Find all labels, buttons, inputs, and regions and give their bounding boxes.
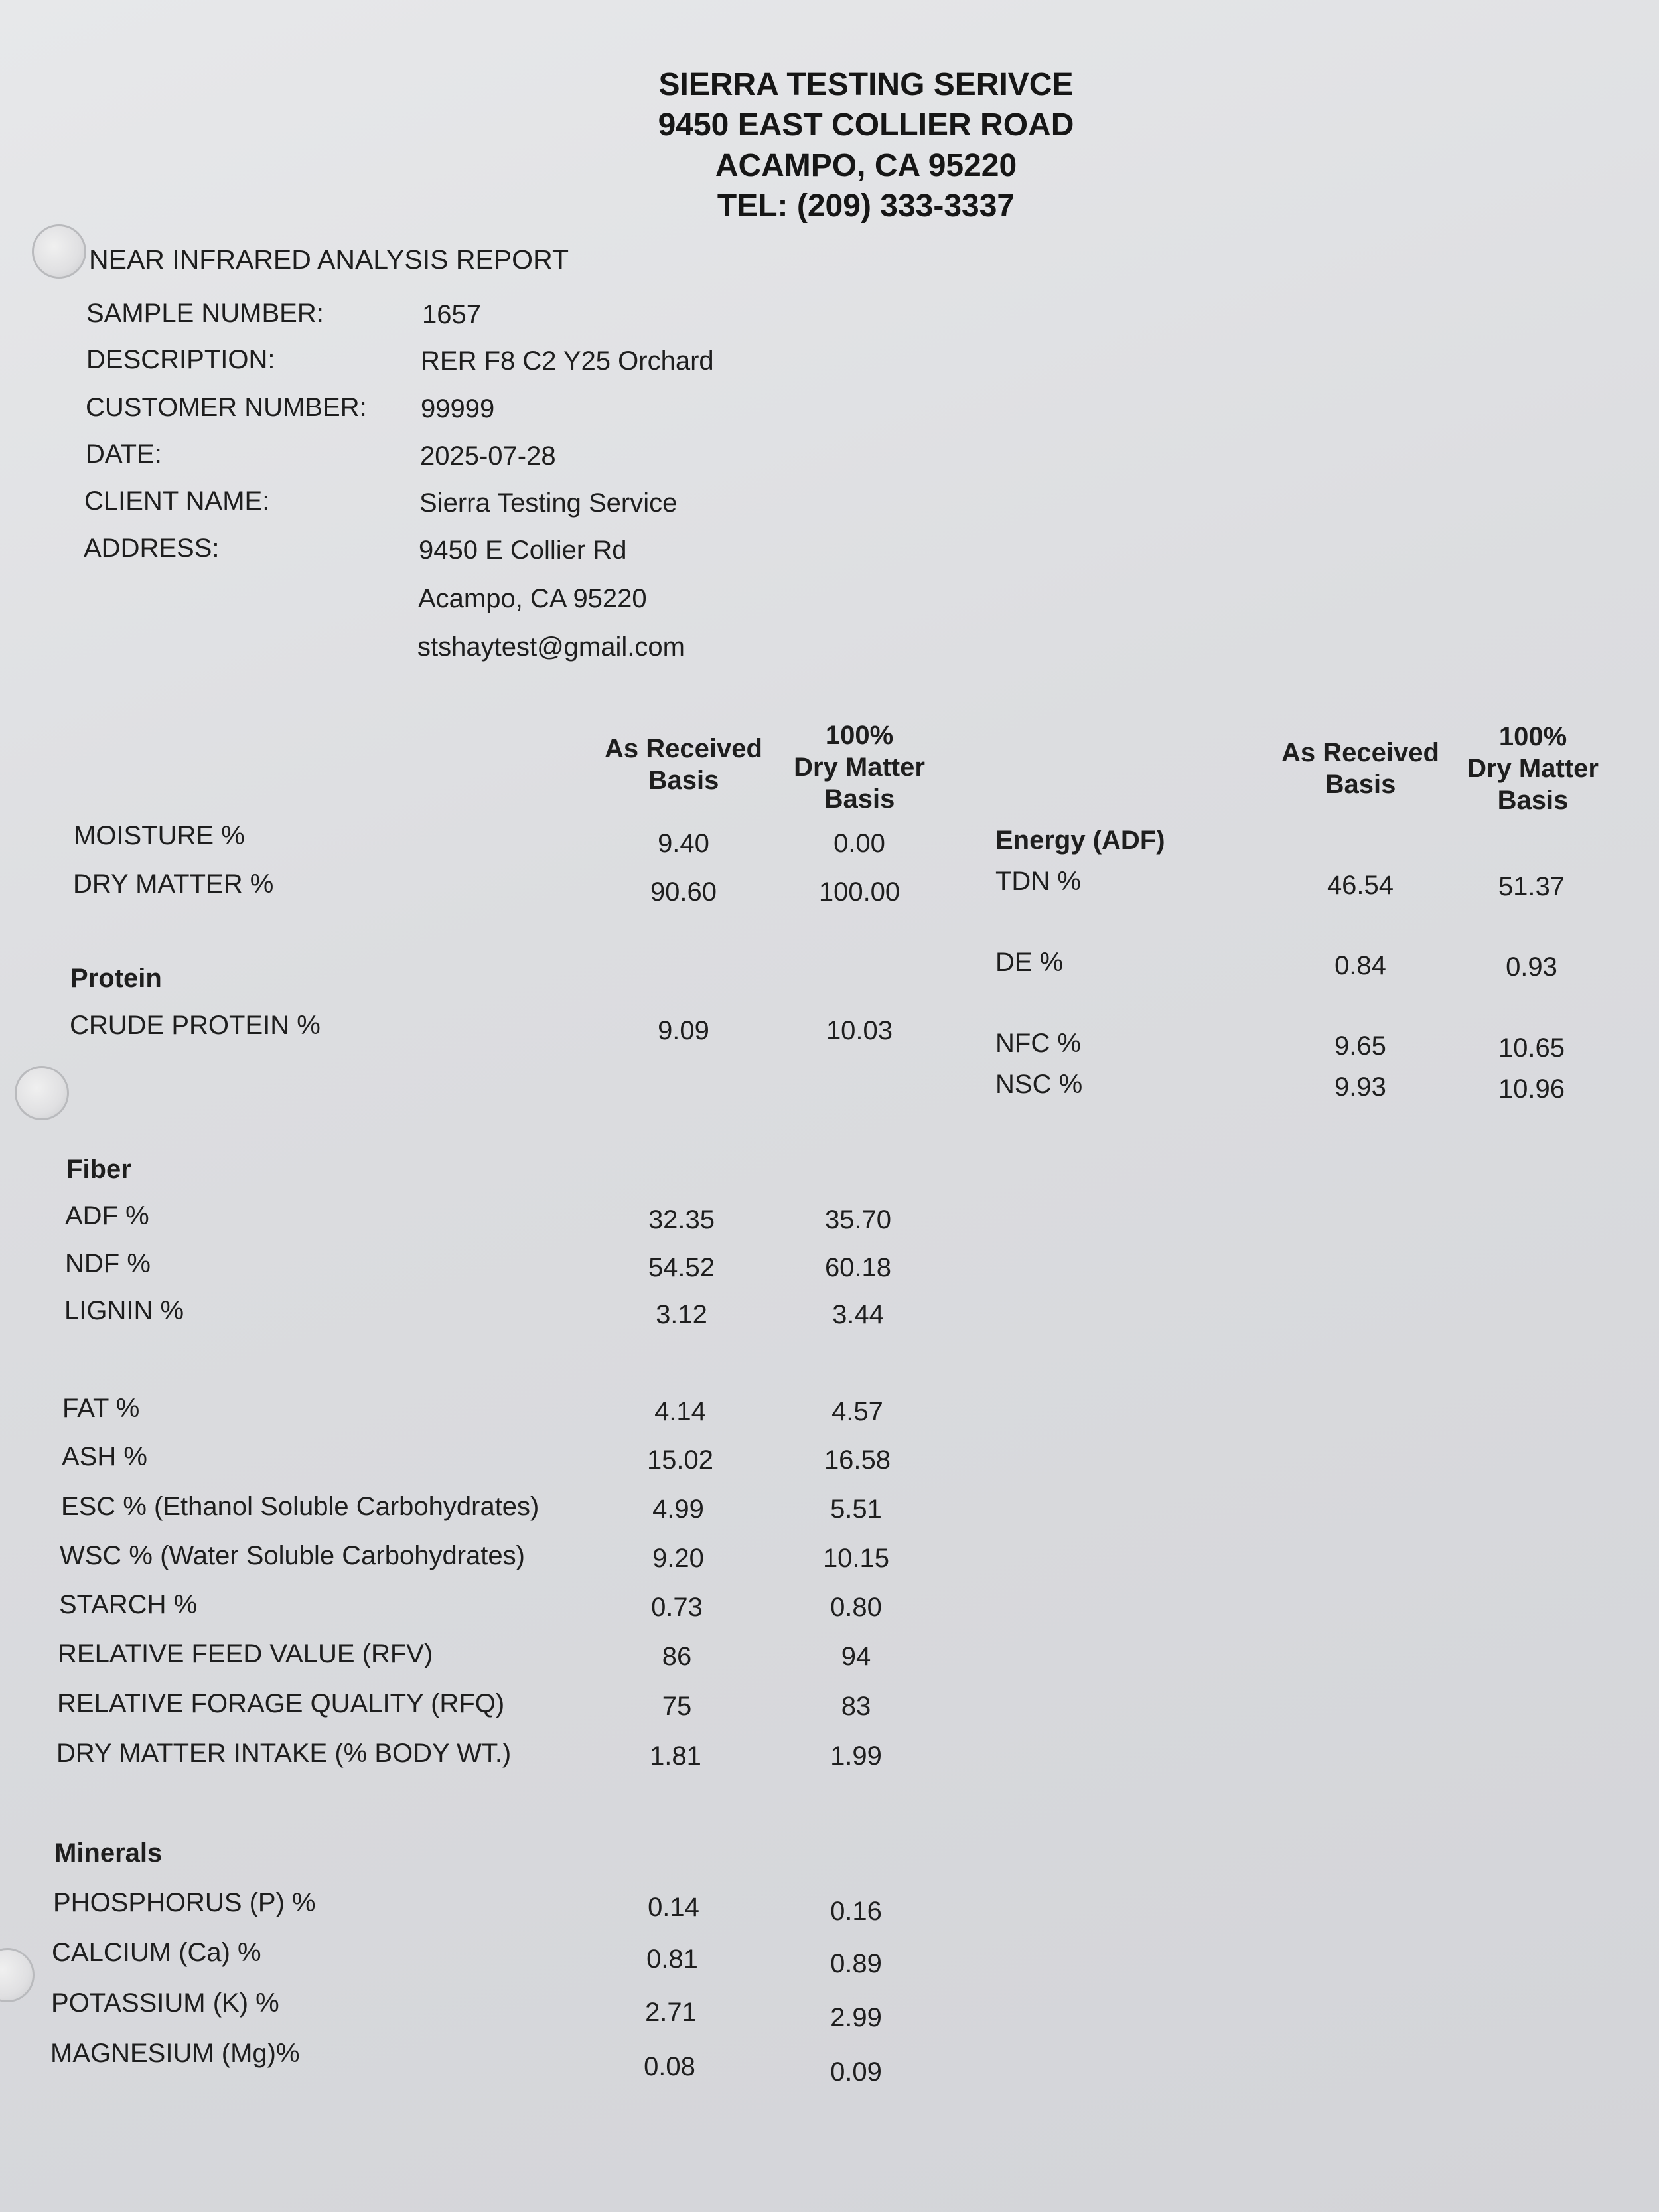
row-label-starch: STARCH % <box>59 1590 198 1619</box>
info-label-client: CLIENT NAME: <box>84 486 270 516</box>
col-header-dry-matter-left: 100% Dry Matter Basis <box>794 721 925 814</box>
row-dm-starch: 0.80 <box>830 1593 882 1622</box>
lab-name: SIERRA TESTING SERIVCE <box>658 67 1074 102</box>
row-dm-fat: 4.57 <box>831 1397 883 1426</box>
row-dm-phosphorus: 0.16 <box>830 1897 882 1926</box>
row-label-de: DE % <box>995 948 1064 977</box>
row-label-rfv: RELATIVE FEED VALUE (RFV) <box>58 1639 433 1668</box>
row-ar-dmi: 1.81 <box>650 1741 701 1771</box>
row-label-rfq: RELATIVE FORAGE QUALITY (RFQ) <box>57 1689 505 1718</box>
row-ar-esc: 4.99 <box>652 1495 704 1524</box>
row-label-magnesium: MAGNESIUM (Mg)% <box>50 2039 300 2068</box>
section-minerals: Minerals <box>54 1838 163 1868</box>
row-label-moisture: MOISTURE % <box>74 821 245 850</box>
row-label-tdn: TDN % <box>995 867 1081 896</box>
row-label-ash: ASH % <box>62 1442 147 1471</box>
section-energy: Energy (ADF) <box>995 826 1165 855</box>
info-value-date: 2025-07-28 <box>420 441 556 471</box>
row-ar-ndf: 54.52 <box>648 1253 715 1282</box>
lab-city: ACAMPO, CA 95220 <box>715 148 1017 183</box>
row-ar-tdn: 46.54 <box>1327 871 1394 900</box>
col-header-dry-matter-right: 100% Dry Matter Basis <box>1467 722 1599 815</box>
info-label-sample: SAMPLE NUMBER: <box>86 299 324 328</box>
row-ar-nsc: 9.93 <box>1334 1072 1386 1102</box>
row-label-esc: ESC % (Ethanol Soluble Carbohydrates) <box>61 1492 540 1521</box>
row-label-dmi: DRY MATTER INTAKE (% BODY WT.) <box>56 1739 512 1768</box>
info-value-sample: 1657 <box>422 300 481 329</box>
row-ar-ash: 15.02 <box>646 1445 714 1475</box>
row-ar-rfv: 86 <box>662 1642 692 1671</box>
row-label-adf: ADF % <box>65 1201 149 1230</box>
row-dm-calcium: 0.89 <box>830 1949 882 1978</box>
info-label-description: DESCRIPTION: <box>86 345 275 374</box>
row-ar-magnesium: 0.08 <box>644 2052 695 2081</box>
row-label-potassium: POTASSIUM (K) % <box>51 1988 279 2018</box>
row-dm-lignin: 3.44 <box>832 1300 884 1329</box>
row-ar-rfq: 75 <box>662 1692 692 1721</box>
section-protein: Protein <box>70 964 162 993</box>
lab-phone: TEL: (209) 333-3337 <box>717 188 1015 224</box>
row-dm-nsc: 10.96 <box>1498 1074 1565 1104</box>
row-label-dry-matter: DRY MATTER % <box>73 869 274 899</box>
row-dm-tdn: 51.37 <box>1498 872 1565 901</box>
row-dm-esc: 5.51 <box>830 1495 882 1524</box>
row-dm-de: 0.93 <box>1506 952 1557 982</box>
row-ar-phosphorus: 0.14 <box>648 1893 699 1922</box>
row-ar-adf: 32.35 <box>648 1205 715 1234</box>
row-dm-rfv: 94 <box>841 1642 871 1671</box>
row-ar-starch: 0.73 <box>651 1593 703 1622</box>
row-dm-nfc: 10.65 <box>1498 1033 1565 1063</box>
punch-hole-top <box>32 224 86 279</box>
row-ar-crude-protein: 9.09 <box>658 1016 709 1045</box>
info-value-address: 9450 E Collier Rd <box>419 536 627 565</box>
address-email: stshaytest@gmail.com <box>417 632 685 662</box>
row-ar-lignin: 3.12 <box>656 1300 707 1329</box>
address-city: Acampo, CA 95220 <box>418 584 647 613</box>
section-fiber: Fiber <box>66 1155 131 1184</box>
row-dm-adf: 35.70 <box>824 1205 892 1234</box>
info-value-client: Sierra Testing Service <box>419 488 678 518</box>
row-ar-wsc: 9.20 <box>652 1544 704 1573</box>
info-label-address: ADDRESS: <box>84 534 220 563</box>
col-header-as-received-right: As Received Basis <box>1281 738 1439 799</box>
row-ar-moisture: 9.40 <box>658 829 709 858</box>
punch-hole-middle <box>15 1066 69 1120</box>
row-label-crude-protein: CRUDE PROTEIN % <box>70 1011 321 1040</box>
row-dm-potassium: 2.99 <box>830 2003 882 2032</box>
info-value-customer: 99999 <box>421 394 495 423</box>
row-label-wsc: WSC % (Water Soluble Carbohydrates) <box>60 1541 525 1570</box>
row-ar-calcium: 0.81 <box>646 1945 698 1974</box>
row-dm-crude-protein: 10.03 <box>826 1016 893 1045</box>
row-label-fat: FAT % <box>62 1394 140 1423</box>
row-dm-ash: 16.58 <box>824 1445 891 1475</box>
info-label-date: DATE: <box>86 439 162 469</box>
row-label-nsc: NSC % <box>995 1070 1083 1099</box>
row-ar-de: 0.84 <box>1334 951 1386 980</box>
row-dm-dry-matter: 100.00 <box>818 877 901 907</box>
row-dm-magnesium: 0.09 <box>830 2057 882 2087</box>
row-dm-dmi: 1.99 <box>830 1741 882 1771</box>
lab-street: 9450 EAST COLLIER ROAD <box>658 108 1074 143</box>
row-label-nfc: NFC % <box>995 1029 1081 1058</box>
row-dm-wsc: 10.15 <box>822 1544 890 1573</box>
row-label-phosphorus: PHOSPHORUS (P) % <box>53 1888 316 1917</box>
row-label-calcium: CALCIUM (Ca) % <box>52 1938 261 1967</box>
row-ar-potassium: 2.71 <box>645 1998 697 2027</box>
report-title: NEAR INFRARED ANALYSIS REPORT <box>89 244 569 275</box>
info-label-customer: CUSTOMER NUMBER: <box>86 393 367 422</box>
row-label-lignin: LIGNIN % <box>64 1296 184 1325</box>
row-ar-nfc: 9.65 <box>1334 1031 1386 1061</box>
row-dm-ndf: 60.18 <box>824 1253 892 1282</box>
row-dm-moisture: 0.00 <box>833 829 885 858</box>
col-header-as-received-left: As Received Basis <box>605 734 762 795</box>
info-value-description: RER F8 C2 Y25 Orchard <box>421 346 714 376</box>
row-label-ndf: NDF % <box>65 1249 151 1278</box>
row-ar-dry-matter: 90.60 <box>650 877 717 907</box>
row-ar-fat: 4.14 <box>654 1397 706 1426</box>
row-dm-rfq: 83 <box>841 1692 871 1721</box>
